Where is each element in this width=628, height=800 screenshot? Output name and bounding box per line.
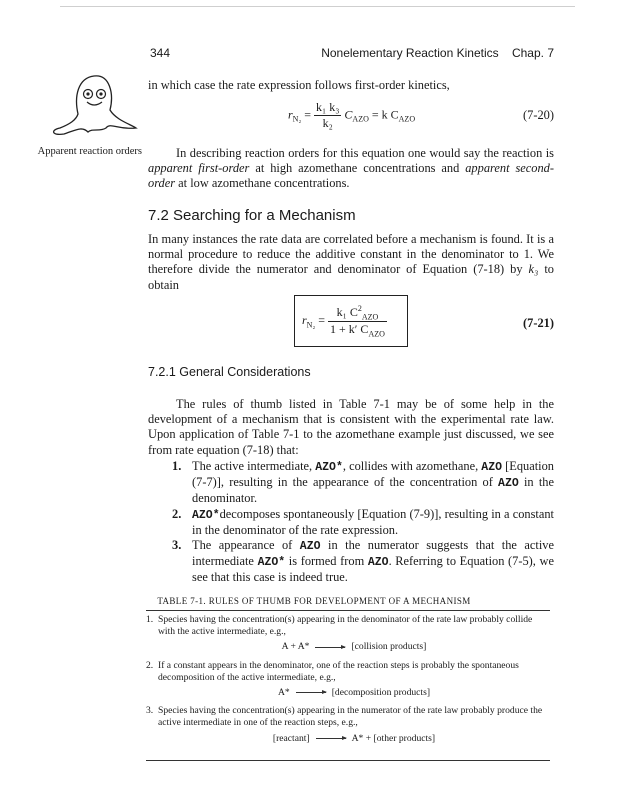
eq21-lhs-sub: N₂	[306, 320, 316, 330]
eq21-den-text: 1 + k′ C	[330, 322, 369, 337]
mechanism-text-1: In many instances the rate data are correlated before a mechanism is found. It is a normal procedure to reduce the additive constant in the denominator to 1. We therefore divide the numerator and denominator of Equation (7-18) by	[148, 232, 554, 277]
rules-table	[146, 614, 550, 751]
ghost-icon	[48, 66, 140, 146]
arrow-icon	[315, 647, 345, 648]
arrow-icon	[296, 692, 326, 693]
apparent-second-order: apparent second-order	[148, 161, 554, 191]
table-caption: TABLE 7-1. RULES OF THUMB FOR DEVELOPMENT OF A MECHANISM	[157, 596, 471, 606]
eq21-num-sub: AZO	[361, 312, 379, 322]
list-item	[170, 507, 554, 538]
equation-number-7-21: (7-21)	[523, 316, 554, 330]
list-text: in the numerator suggests that the active intermediate	[192, 538, 554, 569]
list-species: AZO	[299, 540, 321, 554]
chapter-label: Chap. 7	[511, 46, 554, 60]
eq21-fraction	[328, 304, 387, 339]
reaction-left: A*	[277, 687, 290, 699]
list-text: . Referring to Equation (7-5), we see that this case is indeed true.	[192, 554, 554, 585]
list-species: AZO	[498, 477, 519, 491]
table-reaction	[158, 641, 550, 653]
orders-text-2: at high azomethane concentrations and	[249, 161, 466, 176]
equation-7-20: $r_{N_2}$ = $\frac{\text{k₁ k₃}}{\text{k₂}}$ $C_{AZO} = k$ $C_{AZO}$	[288, 100, 416, 130]
table-row-number: 1.	[146, 614, 154, 625]
list-species: AZO*	[315, 461, 343, 474]
running-head	[321, 46, 554, 60]
eq21-numerator	[328, 304, 387, 322]
section-title: 7.2 Searching for a Mechanism	[148, 207, 356, 224]
list-species: AZO	[367, 556, 389, 570]
eq-rhs-sub: AZO	[398, 114, 416, 124]
list-item	[170, 459, 554, 507]
table-top-rule	[146, 610, 550, 611]
reaction-right: [decomposition products]	[331, 687, 431, 699]
eq21-num-sup: 2	[357, 304, 362, 313]
list-number: 3.	[172, 538, 182, 553]
eq-conc: C	[344, 107, 353, 122]
table-row-number: 2.	[146, 659, 154, 671]
list-item	[170, 538, 554, 586]
table-reaction	[158, 687, 550, 699]
equation-7-21: $r_{N_2}$ = $\frac{k_1 C^2_{AZO}}{1 + k' C_{AZO}}$	[302, 304, 385, 339]
table-row	[146, 705, 550, 745]
list-text: , collides with azomethane,	[342, 459, 482, 473]
top-rule	[60, 6, 575, 7]
table-row	[146, 614, 550, 654]
list-text: The appearance of	[192, 538, 300, 553]
reaction-left: [reactant]	[272, 732, 310, 744]
table-row-number: 3.	[146, 705, 154, 717]
table-row-text: If a constant appears in the denominator, one of the reaction steps is probably the spontaneous decomposition of the active intermediate, e.g.,	[158, 659, 519, 683]
eq21-den-sub: AZO	[368, 329, 385, 339]
mechanism-text-2: to obtain	[148, 262, 554, 292]
arrow-icon	[316, 738, 346, 739]
running-head-title: Nonelementary Reaction Kinetics	[321, 46, 499, 60]
eq-numerator: k₁ k₃	[316, 100, 340, 114]
table-row	[146, 660, 550, 700]
page-number: 344	[150, 46, 171, 60]
table-row-text: Species having the concentration(s) appearing in the denominator of the rate law probably collide with the active intermediate, e.g.,	[158, 614, 533, 638]
table-row-text: Species having the concentration(s) appearing in the numerator of the rate law probably produce the active intermediate in one of the reaction steps, e.g.,	[158, 705, 543, 729]
list-text: is formed from	[285, 554, 368, 569]
list-species: AZO*	[192, 508, 220, 522]
orders-paragraph	[148, 146, 554, 192]
orders-text-3: at low azomethane concentrations.	[175, 176, 350, 191]
subsection-title: 7.2.1 General Considerations	[148, 365, 311, 379]
list-number: 1.	[172, 459, 182, 473]
list-number: 2.	[172, 506, 182, 521]
eq-lhs: r	[288, 107, 293, 122]
eq-lhs-sub: N₂	[292, 114, 302, 124]
list-text: decomposes spontaneously [Equation (7-9)], resulting in a constant in the denominator of the rate expression.	[192, 506, 554, 537]
list-species: AZO	[481, 461, 503, 474]
table-reaction	[158, 733, 550, 745]
eq21-num-text: k₁ C	[336, 305, 358, 319]
rules-paragraph: The rules of thumb listed in Table 7-1 may be of some help in the development of a mechanism that is consistent with the experimental rate law. Upon application of Table 7-1 to the azomethane example just discussed, we see from rate equation (7-18) that:	[148, 397, 554, 457]
eq-denominator: k₂	[322, 116, 333, 130]
apparent-first-order: apparent first-order	[148, 161, 250, 176]
list-text: [Equation (7-7)], resulting in the appearance of the concentration of	[192, 459, 555, 490]
reaction-right: A* + [other products]	[351, 732, 436, 744]
eq21-lhs: r	[302, 313, 307, 328]
eq-fraction	[314, 100, 341, 131]
list-text: in the denominator.	[192, 475, 554, 506]
mechanism-k3: k₃	[528, 262, 539, 277]
reaction-right: [collision products]	[351, 641, 427, 653]
reaction-left: A + A*	[281, 641, 310, 653]
mechanism-paragraph	[148, 232, 554, 293]
list-species: AZO*	[257, 556, 286, 570]
intro-text: in which case the rate expression follows first-order kinetics,	[148, 78, 450, 92]
eq-conc-sub: AZO	[352, 114, 369, 124]
list-text: The active intermediate,	[192, 459, 316, 473]
margin-note: Apparent reaction orders	[37, 146, 142, 157]
eq-rhs: = k C	[371, 107, 399, 122]
orders-text-1: In describing reaction orders for this equation one would say the reaction is	[176, 146, 554, 160]
equation-number-7-20: (7-20)	[523, 108, 554, 122]
eq21-denominator	[328, 322, 387, 338]
table-bottom-rule	[146, 760, 550, 761]
mechanism-list	[170, 459, 554, 586]
